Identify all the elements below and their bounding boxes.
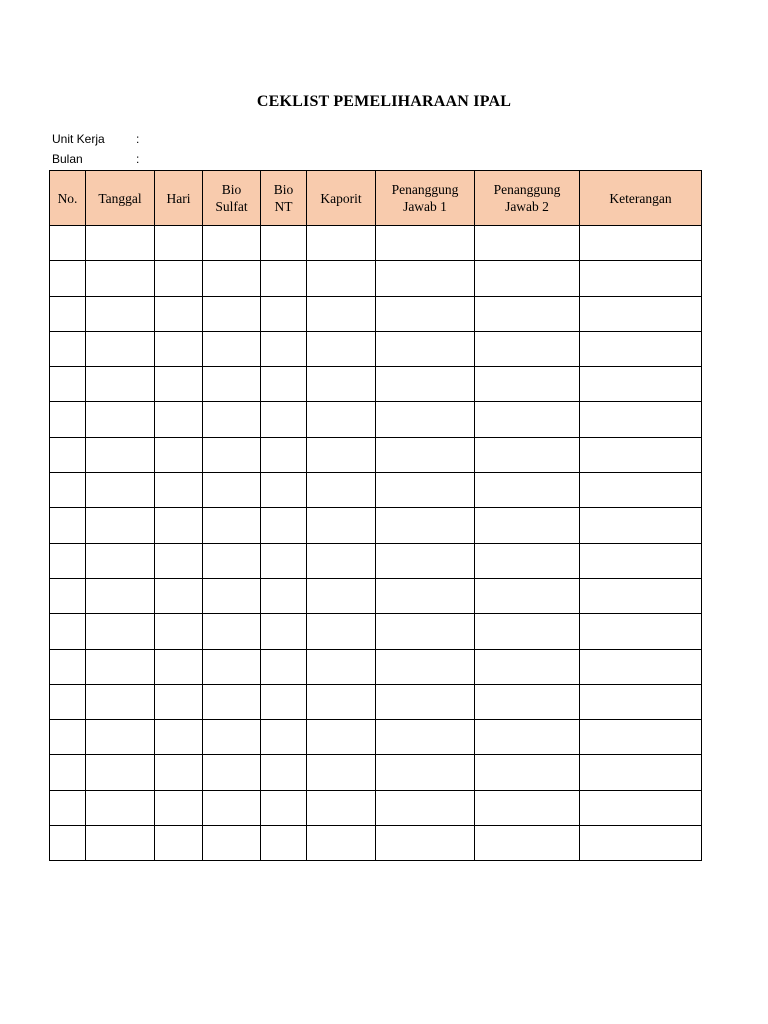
- table-cell[interactable]: [307, 543, 376, 578]
- table-cell[interactable]: [307, 473, 376, 508]
- table-cell[interactable]: [475, 296, 580, 331]
- bulan-label: Bulan: [52, 152, 83, 166]
- table-cell[interactable]: [261, 790, 307, 825]
- table-cell[interactable]: [203, 331, 261, 366]
- table-cell[interactable]: [261, 473, 307, 508]
- table-cell[interactable]: [376, 790, 475, 825]
- table-cell[interactable]: [203, 826, 261, 861]
- table-cell[interactable]: [203, 367, 261, 402]
- table-cell[interactable]: [203, 720, 261, 755]
- table-cell[interactable]: [261, 226, 307, 261]
- table-cell[interactable]: [203, 614, 261, 649]
- table-cell[interactable]: [155, 649, 203, 684]
- table-cell[interactable]: [50, 826, 86, 861]
- table-cell[interactable]: [203, 473, 261, 508]
- table-cell[interactable]: [580, 402, 702, 437]
- table-cell[interactable]: [86, 720, 155, 755]
- table-cell[interactable]: [261, 261, 307, 296]
- table-cell[interactable]: [580, 543, 702, 578]
- table-cell[interactable]: [155, 826, 203, 861]
- table-cell[interactable]: [475, 402, 580, 437]
- table-cell[interactable]: [261, 826, 307, 861]
- table-cell[interactable]: [155, 684, 203, 719]
- table-cell[interactable]: [86, 755, 155, 790]
- table-cell[interactable]: [307, 649, 376, 684]
- table-cell[interactable]: [475, 261, 580, 296]
- table-cell[interactable]: [307, 826, 376, 861]
- unit-kerja-line: [52, 132, 139, 146]
- table-cell[interactable]: [86, 790, 155, 825]
- table-cell[interactable]: [261, 614, 307, 649]
- table-cell[interactable]: [86, 684, 155, 719]
- table-cell[interactable]: [86, 508, 155, 543]
- table-cell[interactable]: [50, 402, 86, 437]
- table-cell[interactable]: [580, 226, 702, 261]
- table-cell[interactable]: [475, 755, 580, 790]
- bulan-line: [52, 152, 139, 166]
- table-cell[interactable]: [261, 508, 307, 543]
- table-cell[interactable]: [50, 649, 86, 684]
- table-cell[interactable]: [307, 226, 376, 261]
- table-cell[interactable]: [86, 296, 155, 331]
- table-cell[interactable]: [376, 508, 475, 543]
- table-cell[interactable]: [307, 578, 376, 613]
- checklist-table: [49, 170, 702, 861]
- table-cell[interactable]: [376, 331, 475, 366]
- table-cell[interactable]: [261, 543, 307, 578]
- table-cell[interactable]: [307, 331, 376, 366]
- header-keterangan: Keterangan: [580, 171, 702, 226]
- table-cell[interactable]: [376, 226, 475, 261]
- header-kaporit: Kaporit: [307, 171, 376, 226]
- header-row: [50, 171, 702, 226]
- table-cell[interactable]: [50, 614, 86, 649]
- table-cell[interactable]: [155, 578, 203, 613]
- table-cell[interactable]: [50, 331, 86, 366]
- table-cell[interactable]: [475, 790, 580, 825]
- table-cell[interactable]: [86, 473, 155, 508]
- table-row: [50, 649, 702, 684]
- table-cell[interactable]: [86, 649, 155, 684]
- table-row: [50, 790, 702, 825]
- table-cell[interactable]: [155, 614, 203, 649]
- table-cell[interactable]: [155, 755, 203, 790]
- table-row: [50, 367, 702, 402]
- table-row: [50, 473, 702, 508]
- unit-kerja-label: Unit Kerja: [52, 132, 105, 146]
- table-cell[interactable]: [580, 684, 702, 719]
- table-cell[interactable]: [307, 684, 376, 719]
- table-cell[interactable]: [261, 684, 307, 719]
- table-cell[interactable]: [376, 578, 475, 613]
- table-cell[interactable]: [580, 473, 702, 508]
- table-cell[interactable]: [475, 826, 580, 861]
- table-cell[interactable]: [475, 684, 580, 719]
- table-cell[interactable]: [580, 755, 702, 790]
- table-body: [50, 226, 702, 861]
- table-cell[interactable]: [86, 402, 155, 437]
- table-cell[interactable]: [307, 296, 376, 331]
- table-cell[interactable]: [261, 649, 307, 684]
- header-bio-sulfat: Bio Sulfat: [203, 171, 261, 226]
- table-row: [50, 755, 702, 790]
- bulan-separator: :: [136, 152, 140, 166]
- table-cell[interactable]: [261, 296, 307, 331]
- table-cell[interactable]: [86, 226, 155, 261]
- table-cell[interactable]: [86, 543, 155, 578]
- table-cell[interactable]: [203, 649, 261, 684]
- table-cell[interactable]: [307, 508, 376, 543]
- table-cell[interactable]: [50, 296, 86, 331]
- table-cell[interactable]: [307, 402, 376, 437]
- header-bio-nt: Bio NT: [261, 171, 307, 226]
- table-cell[interactable]: [86, 826, 155, 861]
- table-cell[interactable]: [203, 543, 261, 578]
- table-cell[interactable]: [580, 614, 702, 649]
- table-cell[interactable]: [261, 437, 307, 472]
- table-cell[interactable]: [580, 331, 702, 366]
- page-title: CEKLIST PEMELIHARAAN IPAL: [256, 93, 512, 110]
- table-cell[interactable]: [475, 331, 580, 366]
- table-cell[interactable]: [376, 367, 475, 402]
- table-row: [50, 261, 702, 296]
- table-cell[interactable]: [376, 473, 475, 508]
- table-cell[interactable]: [203, 578, 261, 613]
- table-cell[interactable]: [203, 437, 261, 472]
- table-cell[interactable]: [580, 437, 702, 472]
- table-cell[interactable]: [475, 649, 580, 684]
- table-cell[interactable]: [86, 367, 155, 402]
- table-cell[interactable]: [376, 755, 475, 790]
- table-cell[interactable]: [307, 790, 376, 825]
- table-cell[interactable]: [261, 578, 307, 613]
- table-cell[interactable]: [155, 367, 203, 402]
- table-cell[interactable]: [376, 402, 475, 437]
- table-cell[interactable]: [475, 578, 580, 613]
- table-row: [50, 614, 702, 649]
- table-cell[interactable]: [376, 296, 475, 331]
- table-row: [50, 543, 702, 578]
- table-cell[interactable]: [155, 720, 203, 755]
- table-cell[interactable]: [376, 649, 475, 684]
- table-row: [50, 402, 702, 437]
- table-cell[interactable]: [475, 543, 580, 578]
- table-cell[interactable]: [307, 614, 376, 649]
- table-cell[interactable]: [376, 261, 475, 296]
- table-cell[interactable]: [580, 261, 702, 296]
- table-cell[interactable]: [155, 437, 203, 472]
- table-cell[interactable]: [475, 367, 580, 402]
- table-row: [50, 826, 702, 861]
- table-row: [50, 437, 702, 472]
- table-row: [50, 508, 702, 543]
- header-penanggung-jawab-2: Penanggung Jawab 2: [475, 171, 580, 226]
- table-row: [50, 226, 702, 261]
- table-cell[interactable]: [307, 367, 376, 402]
- table-cell[interactable]: [50, 790, 86, 825]
- table-cell[interactable]: [261, 402, 307, 437]
- table-cell[interactable]: [376, 720, 475, 755]
- table-cell[interactable]: [475, 473, 580, 508]
- table-cell[interactable]: [203, 226, 261, 261]
- table-cell[interactable]: [155, 543, 203, 578]
- header-no: No.: [50, 171, 86, 226]
- unit-kerja-separator: :: [136, 132, 140, 146]
- table-cell[interactable]: [86, 614, 155, 649]
- table-cell[interactable]: [261, 331, 307, 366]
- table-cell[interactable]: [155, 331, 203, 366]
- table-cell[interactable]: [203, 755, 261, 790]
- table-row: [50, 720, 702, 755]
- table-cell[interactable]: [376, 684, 475, 719]
- table-cell[interactable]: [580, 508, 702, 543]
- table-cell[interactable]: [203, 790, 261, 825]
- table-cell[interactable]: [50, 508, 86, 543]
- table-cell[interactable]: [50, 226, 86, 261]
- table-cell[interactable]: [475, 437, 580, 472]
- table-cell[interactable]: [580, 578, 702, 613]
- header-penanggung-jawab-1: Penanggung Jawab 1: [376, 171, 475, 226]
- table-cell[interactable]: [203, 261, 261, 296]
- table-cell[interactable]: [155, 508, 203, 543]
- table-cell[interactable]: [475, 614, 580, 649]
- table-cell[interactable]: [307, 437, 376, 472]
- table-cell[interactable]: [261, 755, 307, 790]
- header-hari: Hari: [155, 171, 203, 226]
- table-cell[interactable]: [50, 720, 86, 755]
- table-cell[interactable]: [50, 473, 86, 508]
- table-cell[interactable]: [376, 826, 475, 861]
- table-row: [50, 296, 702, 331]
- table-cell[interactable]: [50, 261, 86, 296]
- table-row: [50, 684, 702, 719]
- table-row: [50, 578, 702, 613]
- table-cell[interactable]: [50, 578, 86, 613]
- header-tanggal: Tanggal: [86, 171, 155, 226]
- table-cell[interactable]: [307, 720, 376, 755]
- table-cell[interactable]: [261, 720, 307, 755]
- table-cell[interactable]: [86, 578, 155, 613]
- table-cell[interactable]: [203, 296, 261, 331]
- table-cell[interactable]: [50, 543, 86, 578]
- table-cell[interactable]: [155, 261, 203, 296]
- table-cell[interactable]: [203, 508, 261, 543]
- table-cell[interactable]: [580, 826, 702, 861]
- table-cell[interactable]: [155, 473, 203, 508]
- table-cell[interactable]: [580, 720, 702, 755]
- table-cell[interactable]: [580, 649, 702, 684]
- table-cell[interactable]: [155, 402, 203, 437]
- table-cell[interactable]: [307, 755, 376, 790]
- table-cell[interactable]: [155, 790, 203, 825]
- table-cell[interactable]: [475, 226, 580, 261]
- table-cell[interactable]: [580, 790, 702, 825]
- table-cell[interactable]: [50, 755, 86, 790]
- table-cell[interactable]: [50, 437, 86, 472]
- table-cell[interactable]: [580, 367, 702, 402]
- table-cell[interactable]: [86, 261, 155, 296]
- table-cell[interactable]: [86, 331, 155, 366]
- table-row: [50, 331, 702, 366]
- table-cell[interactable]: [203, 684, 261, 719]
- table-cell[interactable]: [261, 367, 307, 402]
- table-cell[interactable]: [580, 296, 702, 331]
- table-cell[interactable]: [155, 296, 203, 331]
- table-cell[interactable]: [376, 437, 475, 472]
- table-cell[interactable]: [376, 543, 475, 578]
- table-cell[interactable]: [86, 437, 155, 472]
- table-cell[interactable]: [50, 684, 86, 719]
- table-cell[interactable]: [50, 367, 86, 402]
- table-cell[interactable]: [475, 508, 580, 543]
- table-cell[interactable]: [203, 402, 261, 437]
- table-cell[interactable]: [376, 614, 475, 649]
- table-cell[interactable]: [307, 261, 376, 296]
- table-cell[interactable]: [475, 720, 580, 755]
- table-cell[interactable]: [155, 226, 203, 261]
